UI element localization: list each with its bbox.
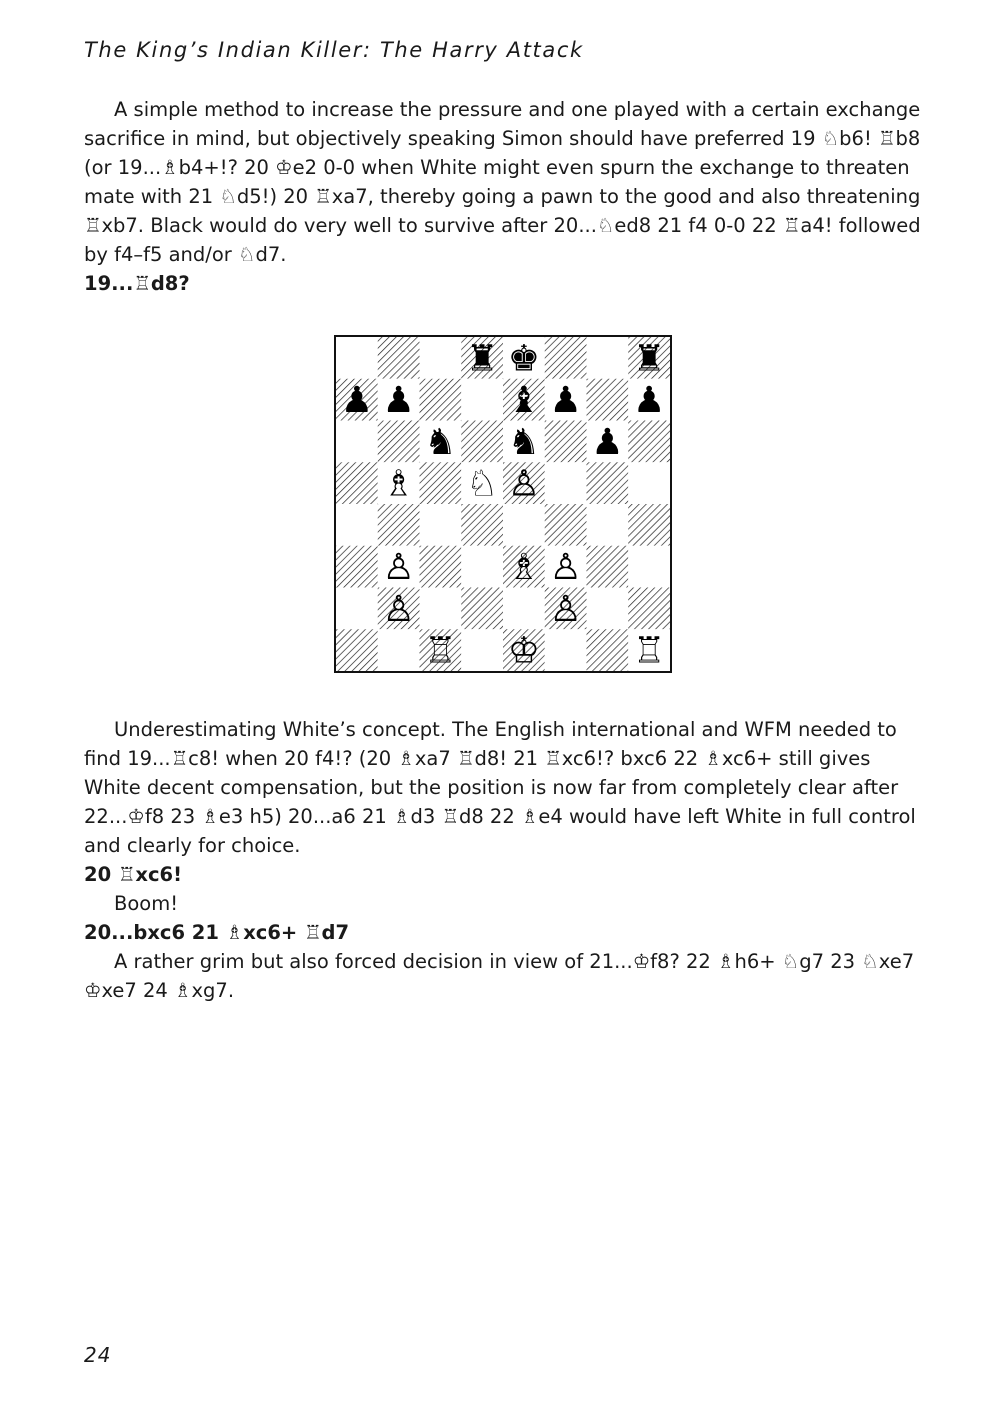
black-knight-c6: ♞ bbox=[424, 421, 457, 463]
square-c3 bbox=[420, 546, 462, 588]
black-knight-e6: ♞ bbox=[507, 421, 541, 463]
chess-board bbox=[334, 335, 672, 673]
square-a6 bbox=[336, 421, 378, 463]
square-g1 bbox=[587, 629, 629, 671]
square-d4 bbox=[461, 504, 503, 546]
white-pawn-e5: ♙ bbox=[507, 463, 541, 505]
square-f1 bbox=[545, 629, 587, 671]
paragraph: Boom! bbox=[114, 892, 179, 915]
square-c4 bbox=[420, 504, 462, 546]
square-e2 bbox=[503, 588, 545, 630]
square-g8 bbox=[587, 337, 629, 379]
square-d6 bbox=[461, 421, 503, 463]
square-g7 bbox=[587, 379, 629, 421]
square-d7 bbox=[461, 379, 503, 421]
square-d3 bbox=[461, 546, 503, 588]
square-b4 bbox=[378, 504, 420, 546]
paragraph: Underestimating White’s concept. The English international and WFM needed to find 19...♖c8! when 20 f4!? (20 ♗xa7 ♖d8! 21 ♖xc6!? bxc6 22 ♗xc6+ still gives White decent compensation, but the position is now far from completely clear after 22...♔f8 23 ♗e3 h5) 20...a6 21 ♗d3 ♖d8 22 ♗e4 would have left White in full control and clearly for choice. bbox=[84, 718, 916, 857]
black-pawn-f7: ♟ bbox=[549, 380, 582, 422]
black-pawn-h7: ♟ bbox=[632, 380, 666, 422]
white-bishop-e3: ♗ bbox=[507, 547, 541, 589]
white-pawn-b2: ♙ bbox=[382, 588, 415, 630]
square-h5 bbox=[628, 462, 670, 504]
square-a3 bbox=[336, 546, 378, 588]
square-h2 bbox=[628, 588, 670, 630]
page-number: 24 bbox=[84, 1343, 112, 1367]
square-g5 bbox=[587, 462, 629, 504]
square-g4 bbox=[587, 504, 629, 546]
square-g3 bbox=[587, 546, 629, 588]
square-c5 bbox=[420, 462, 462, 504]
white-pawn-f3: ♙ bbox=[549, 547, 582, 589]
white-bishop-b5: ♗ bbox=[382, 463, 415, 505]
game-move: 20...bxc6 21 ♗xc6+ ♖d7 bbox=[84, 921, 350, 944]
square-h4 bbox=[628, 504, 670, 546]
chess-diagram bbox=[334, 335, 672, 673]
white-rook-h1: ♖ bbox=[632, 630, 666, 672]
square-a4 bbox=[336, 504, 378, 546]
white-pawn-f2: ♙ bbox=[549, 588, 582, 630]
black-king-e8: ♚ bbox=[507, 338, 541, 380]
square-a5 bbox=[336, 462, 378, 504]
black-pawn-g6: ♟ bbox=[591, 421, 624, 463]
black-pawn-b7: ♟ bbox=[382, 380, 415, 422]
white-rook-c1: ♖ bbox=[424, 630, 457, 672]
black-bishop-e7: ♝ bbox=[507, 380, 541, 422]
square-a8 bbox=[336, 337, 378, 379]
square-e4 bbox=[503, 504, 545, 546]
square-f5 bbox=[545, 462, 587, 504]
paragraph: A simple method to increase the pressure and one played with a certain exchange sacrifice in mind, but objectively speaking Simon should have preferred 19 ♘b6! ♖b8 (or 19...♗b4+!? 20 ♔e2 0-0 when White might even spurn the exchange to threaten mate with 21 ♘d5!) 20 ♖xa7, thereby going a pawn to the good and also threatening ♖xb7. Black would do very well to survive after 20...♘ed8 21 f4 0-0 22 ♖a4! followed by f4–f5 and/or ♘d7. bbox=[84, 98, 921, 266]
square-f8 bbox=[545, 337, 587, 379]
square-b6 bbox=[378, 421, 420, 463]
square-h6 bbox=[628, 421, 670, 463]
white-knight-d5: ♘ bbox=[465, 463, 499, 505]
text-block-top bbox=[84, 95, 924, 298]
white-king-e1: ♔ bbox=[507, 630, 541, 672]
square-d1 bbox=[461, 629, 503, 671]
square-a1 bbox=[336, 629, 378, 671]
paragraph: A rather grim but also forced decision in view of 21...♔f8? 22 ♗h6+ ♘g7 23 ♘xe7 ♔xe7 24 ♗xg7. bbox=[84, 950, 915, 1002]
white-pawn-b3: ♙ bbox=[382, 547, 415, 589]
black-rook-d8: ♜ bbox=[465, 338, 499, 380]
square-c7 bbox=[420, 379, 462, 421]
square-f6 bbox=[545, 421, 587, 463]
text-block-bottom bbox=[84, 715, 924, 1005]
square-c8 bbox=[420, 337, 462, 379]
square-b1 bbox=[378, 629, 420, 671]
black-rook-h8: ♜ bbox=[632, 338, 666, 380]
square-h3 bbox=[628, 546, 670, 588]
square-c2 bbox=[420, 588, 462, 630]
square-g2 bbox=[587, 588, 629, 630]
square-f4 bbox=[545, 504, 587, 546]
square-d2 bbox=[461, 588, 503, 630]
black-pawn-a7: ♟ bbox=[340, 380, 374, 422]
game-move: 20 ♖xc6! bbox=[84, 863, 183, 886]
running-title: The King’s Indian Killer: The Harry Attack bbox=[84, 38, 584, 62]
game-move: 19...♖d8? bbox=[84, 272, 190, 295]
square-b8 bbox=[378, 337, 420, 379]
square-a2 bbox=[336, 588, 378, 630]
